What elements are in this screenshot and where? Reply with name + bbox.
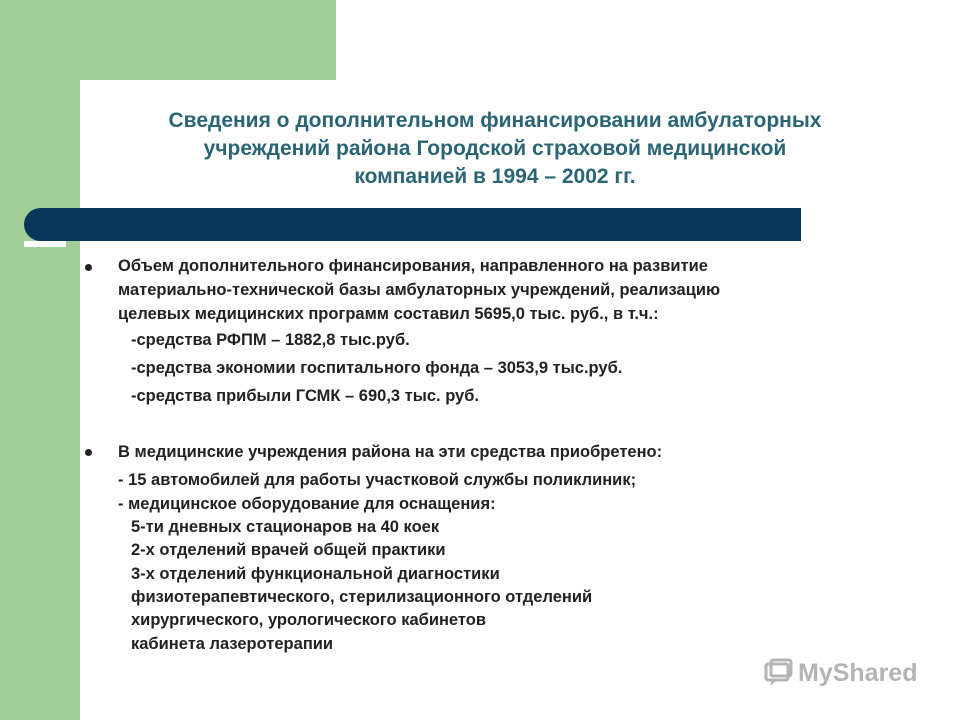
bullet1-subitem: -средства прибыли ГСМК – 690,3 тыс. руб. <box>131 387 480 405</box>
title-line: компанией в 1994 – 2002 гг. <box>354 165 636 188</box>
myshared-logo-icon <box>764 658 794 688</box>
green-left-band <box>0 0 80 720</box>
bullet1-line: материально-технической базы амбулаторных учреждений, реализацию <box>118 281 721 299</box>
watermark-text: MyShared <box>798 658 918 687</box>
bullet1-subitem: -средства РФПМ – 1882,8 тыс.руб. <box>131 331 410 349</box>
bullet1-subitem: -средства экономии госпитального фонда – 3053,9 тыс.руб. <box>131 359 623 377</box>
divider-bar-notch <box>24 241 66 247</box>
bullet-dot <box>85 449 92 456</box>
bullet2-item: - медицинское оборудование для оснащения: <box>118 495 496 513</box>
title-line: учреждений района Городской страховой медицинской <box>203 137 787 160</box>
equipment-item: хирургического, урологического кабинетов <box>131 611 486 629</box>
bullet1-line: Объем дополнительного финансирования, направленного на развитие <box>118 257 708 275</box>
slide-title <box>90 107 900 191</box>
bullet2-line: В медицинские учреждения района на эти средства приобретено: <box>118 443 663 461</box>
equipment-item: физиотерапевтического, стерилизационного отделений <box>131 588 593 606</box>
divider-bar <box>24 208 801 241</box>
myshared-watermark <box>764 656 917 690</box>
title-line: Сведения о дополнительном финансировании амбулаторных <box>168 109 822 132</box>
bullet2-item: - 15 автомобилей для работы участковой службы поликлиник; <box>118 471 637 489</box>
equipment-item: 5-ти дневных стационаров на 40 коек <box>131 518 440 536</box>
equipment-item: кабинета лазеротерапии <box>131 635 334 653</box>
equipment-item: 3-х отделений функциональной диагностики <box>131 565 500 583</box>
bullet1-line: целевых медицинских программ составил 5695,0 тыс. руб., в т.ч.: <box>118 305 659 323</box>
equipment-item: 2-х отделений врачей общей практики <box>131 541 446 559</box>
bullet-dot <box>85 264 92 271</box>
